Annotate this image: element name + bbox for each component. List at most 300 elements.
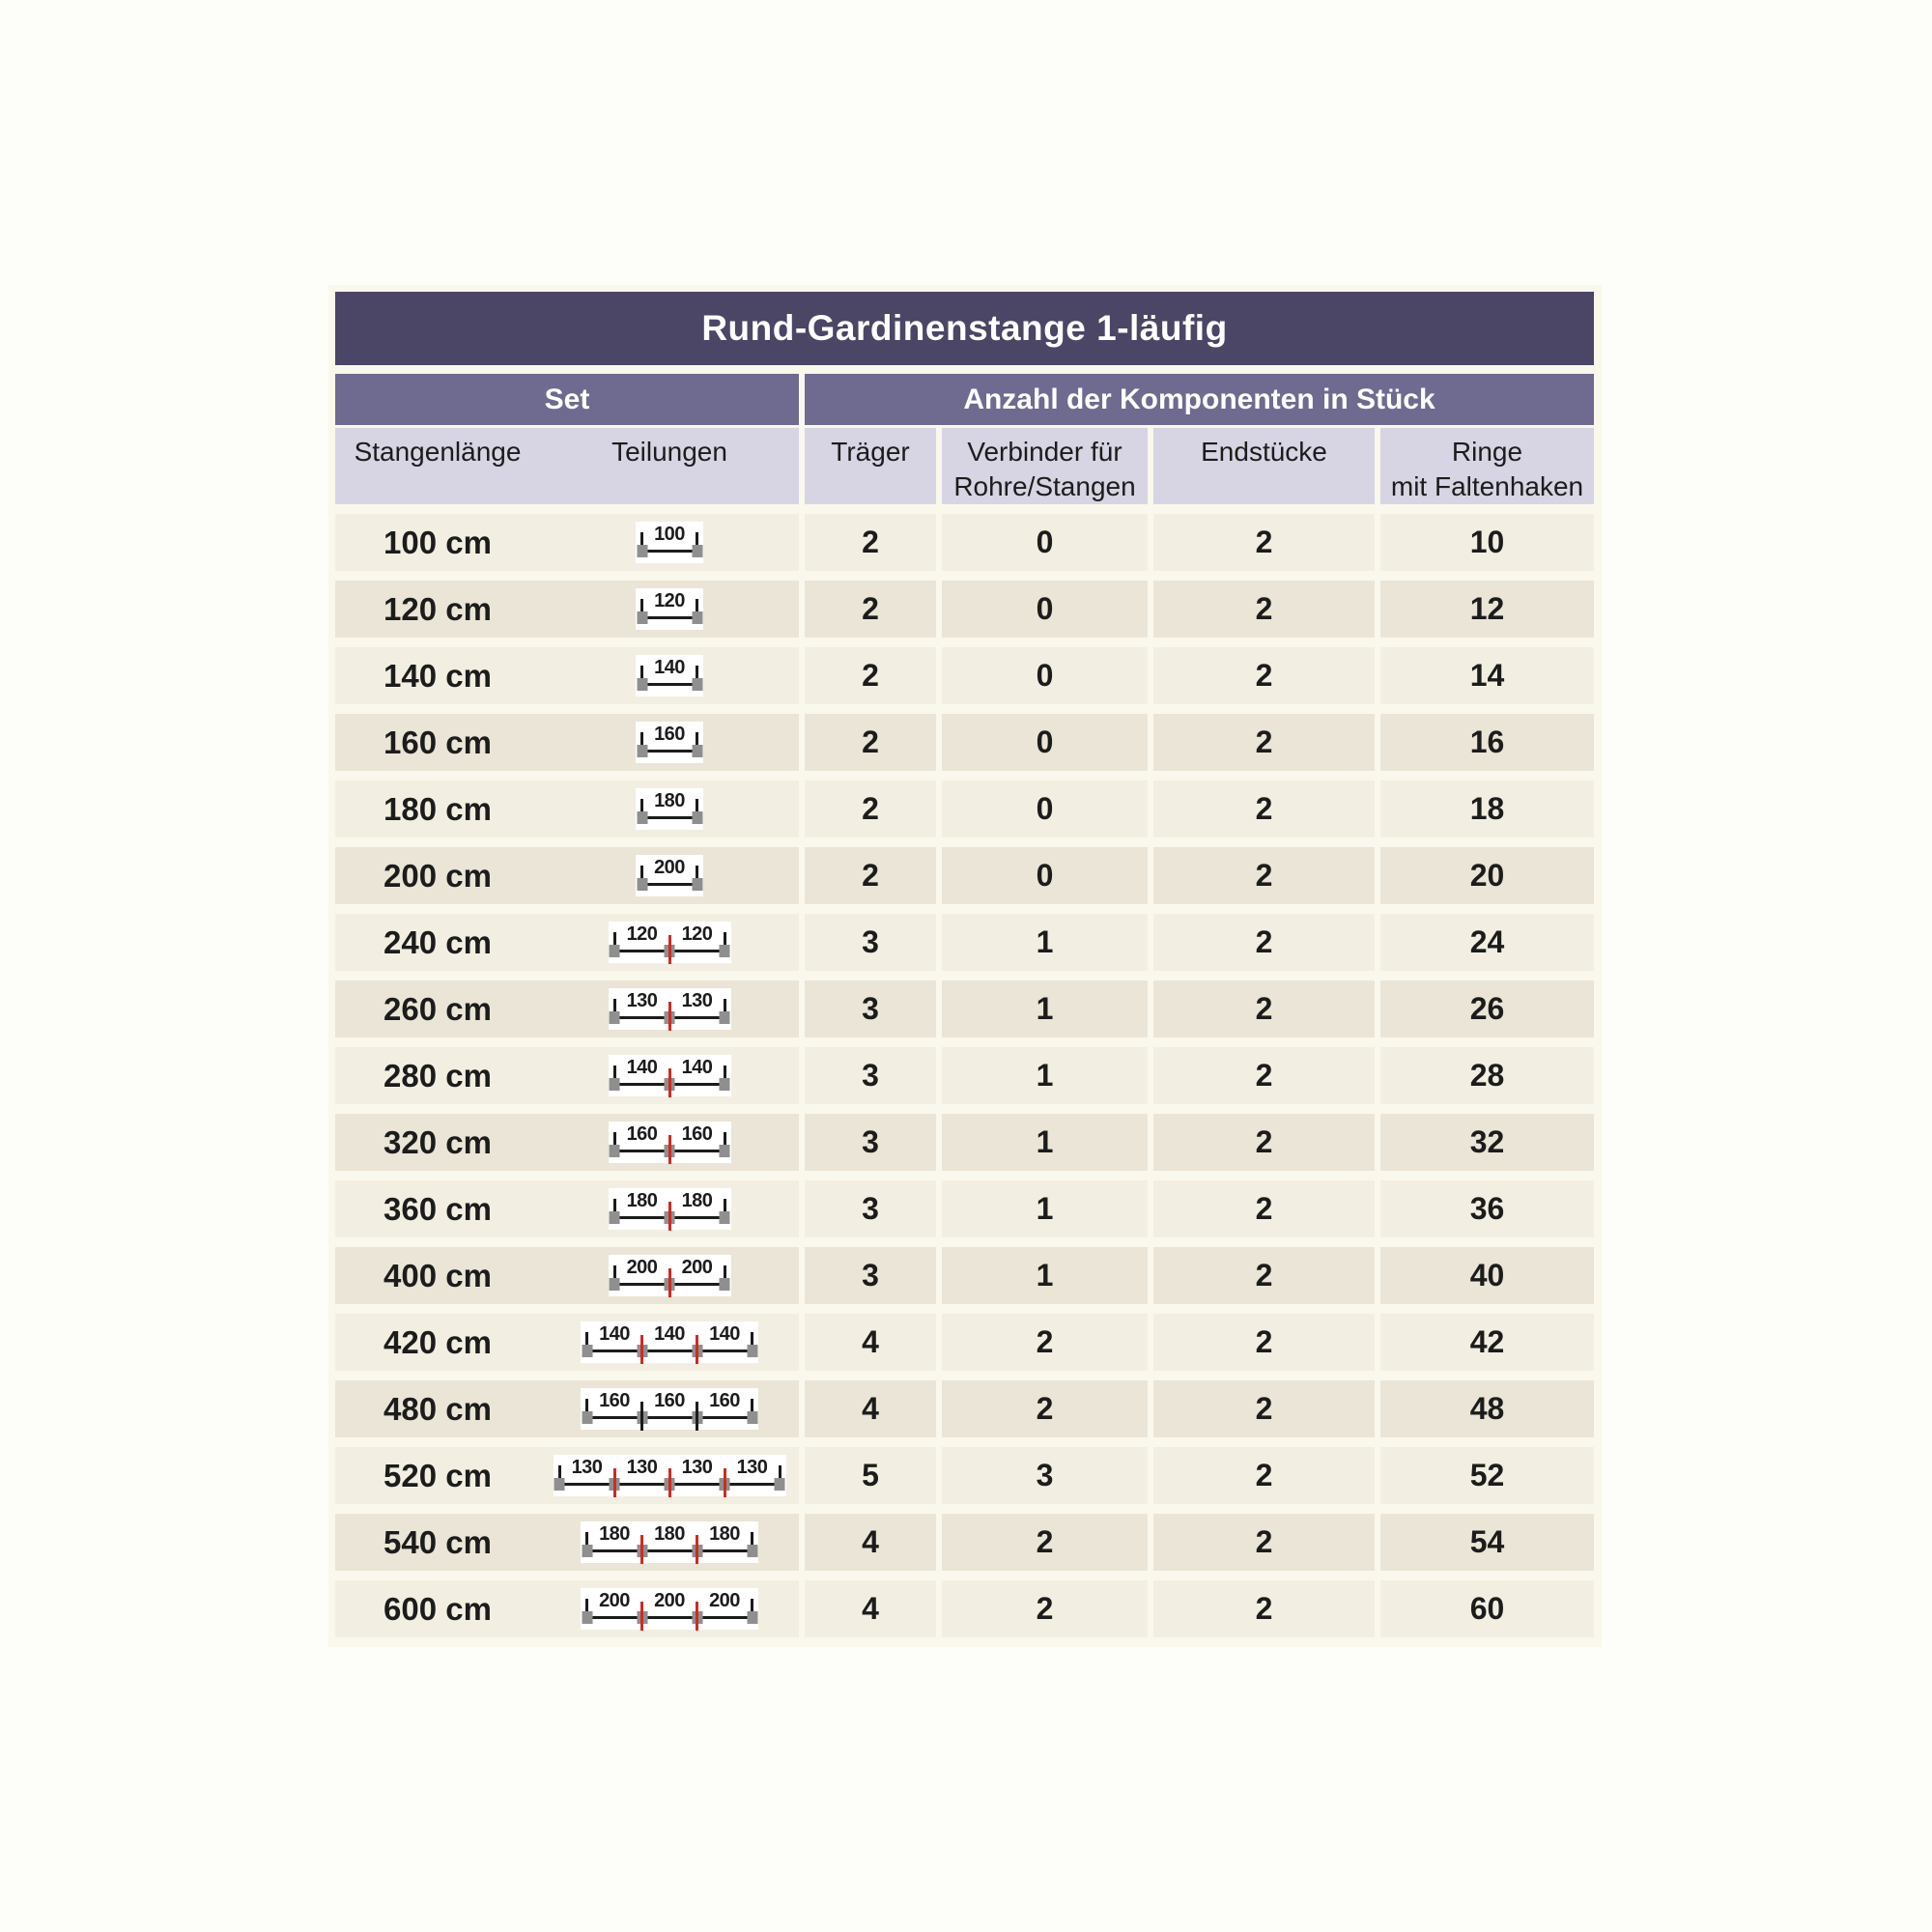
- segment-length-label: 180: [681, 1190, 713, 1211]
- teilungen-area: [540, 588, 799, 630]
- end-tick-icon: [696, 532, 698, 546]
- teilungen-area: [540, 1188, 799, 1230]
- teilungen-area: [540, 522, 799, 563]
- rod-length: 120 cm: [384, 590, 492, 627]
- traeger-value: 3: [805, 1047, 936, 1104]
- joint-tick-icon: [668, 1268, 671, 1297]
- segment-length-label: 160: [626, 1123, 658, 1145]
- end-tick-icon: [613, 999, 616, 1012]
- verbinder-value: 1: [942, 980, 1148, 1037]
- segment-length-label: 160: [654, 724, 685, 745]
- teilungen-area: [540, 1122, 799, 1163]
- bracket-knob-icon: [610, 1078, 620, 1091]
- joint-tick-icon: [668, 1202, 671, 1231]
- ringe-value: 18: [1380, 781, 1594, 838]
- segment-length-label: 180: [709, 1523, 740, 1545]
- traeger-value: 5: [805, 1447, 936, 1504]
- traeger-value: 2: [805, 647, 936, 704]
- endstuecke-value: 2: [1153, 1447, 1375, 1504]
- end-tick-icon: [585, 1599, 588, 1612]
- set-cell: [335, 514, 799, 571]
- rod-line: [639, 811, 700, 824]
- joint-tick-icon: [696, 1602, 698, 1631]
- teilungen-area: [540, 855, 799, 896]
- end-tick-icon: [696, 666, 698, 679]
- segment-length-label: 200: [626, 1257, 658, 1278]
- joint-tick-icon: [613, 1468, 616, 1497]
- bracket-knob-icon: [637, 745, 647, 757]
- verbinder-value: 0: [942, 781, 1148, 838]
- ringe-value: 42: [1380, 1314, 1594, 1371]
- end-tick-icon: [724, 932, 726, 946]
- bracket-knob-icon: [637, 811, 647, 824]
- segment-length-label: 130: [681, 990, 713, 1011]
- end-tick-icon: [724, 1199, 726, 1212]
- division-diagram: [581, 1388, 758, 1430]
- rod-line: [639, 611, 700, 624]
- bracket-knob-icon: [747, 1345, 757, 1357]
- verbinder-value: 1: [942, 914, 1148, 971]
- end-tick-icon: [585, 1332, 588, 1346]
- bracket-knob-icon: [582, 1345, 592, 1357]
- rod-bar-icon: [639, 616, 699, 619]
- joint-tick-icon: [668, 1002, 671, 1031]
- division-diagram: [609, 922, 731, 963]
- bracket-knob-icon: [610, 945, 620, 957]
- diagram-labels: [639, 590, 700, 611]
- bracket-knob-icon: [720, 1278, 730, 1291]
- bracket-knob-icon: [747, 1611, 757, 1624]
- traeger-value: 2: [805, 514, 936, 571]
- end-tick-icon: [640, 866, 643, 879]
- segment-length-label: 180: [654, 790, 685, 811]
- teilungen-area: [540, 1455, 799, 1496]
- endstuecke-value: 2: [1153, 1580, 1375, 1637]
- end-tick-icon: [751, 1332, 753, 1346]
- rod-length: 400 cm: [384, 1257, 492, 1293]
- ringe-value: 12: [1380, 581, 1594, 638]
- column-header-verbinder: [942, 428, 1148, 504]
- verbinder-value: 2: [942, 1580, 1148, 1637]
- diagram-labels: [583, 1590, 755, 1611]
- division-diagram: [581, 1588, 758, 1630]
- bracket-knob-icon: [692, 745, 702, 757]
- endstuecke-value: 2: [1153, 781, 1375, 838]
- bracket-knob-icon: [582, 1611, 592, 1624]
- segment-length-label: 140: [654, 657, 685, 678]
- end-tick-icon: [724, 999, 726, 1012]
- diagram-labels: [611, 1190, 728, 1211]
- column-header-ringe-line2: mit Faltenhaken: [1390, 471, 1584, 501]
- teilungen-area: [540, 788, 799, 830]
- bracket-knob-icon: [720, 1145, 730, 1157]
- set-cell: [335, 1114, 799, 1171]
- table-row: [335, 514, 1594, 571]
- set-cell: [335, 781, 799, 838]
- end-tick-icon: [613, 932, 616, 946]
- verbinder-value: 2: [942, 1380, 1148, 1437]
- section-header-row: [335, 374, 1594, 425]
- rod-bar-icon: [584, 1549, 754, 1552]
- table-row: [335, 581, 1594, 638]
- division-diagram: [609, 1255, 731, 1296]
- diagram-labels: [639, 524, 700, 545]
- segment-length-label: 130: [736, 1457, 768, 1478]
- segment-length-label: 160: [681, 1123, 713, 1145]
- endstuecke-value: 2: [1153, 1114, 1375, 1171]
- division-diagram: [636, 655, 703, 696]
- verbinder-value: 1: [942, 1114, 1148, 1171]
- teilungen-area: [540, 655, 799, 696]
- rod-bar-icon: [639, 750, 699, 753]
- traeger-value: 3: [805, 980, 936, 1037]
- rod-length: 540 cm: [384, 1523, 492, 1560]
- traeger-value: 3: [805, 1247, 936, 1304]
- bracket-knob-icon: [692, 678, 702, 691]
- set-cell: [335, 1247, 799, 1304]
- rod-length: 140 cm: [384, 657, 492, 694]
- joint-tick-icon: [668, 1068, 671, 1097]
- verbinder-value: 2: [942, 1514, 1148, 1571]
- joint-tick-icon: [668, 935, 671, 964]
- section-header-set: Set: [335, 374, 799, 425]
- rod-length: 520 cm: [384, 1457, 492, 1493]
- column-header-verbinder-line1: Verbinder für: [967, 437, 1122, 467]
- endstuecke-value: 2: [1153, 647, 1375, 704]
- set-cell: [335, 980, 799, 1037]
- division-diagram: [636, 522, 703, 563]
- bracket-knob-icon: [692, 811, 702, 824]
- table-row: [335, 1580, 1594, 1637]
- bracket-knob-icon: [554, 1478, 565, 1491]
- table-row: [335, 1380, 1594, 1437]
- rod-bar-icon: [584, 1616, 754, 1619]
- division-diagram: [609, 1122, 731, 1163]
- segment-length-label: 130: [681, 1457, 713, 1478]
- diagram-labels: [639, 857, 700, 878]
- end-tick-icon: [696, 599, 698, 612]
- bracket-knob-icon: [747, 1411, 757, 1424]
- segment-length-label: 140: [599, 1323, 630, 1345]
- set-cell: [335, 581, 799, 638]
- ringe-value: 14: [1380, 647, 1594, 704]
- verbinder-value: 0: [942, 714, 1148, 771]
- diagram-labels: [611, 1257, 728, 1278]
- diagram-labels: [583, 1323, 755, 1345]
- ringe-value: 16: [1380, 714, 1594, 771]
- segment-length-label: 120: [681, 923, 713, 945]
- ringe-value: 60: [1380, 1580, 1594, 1637]
- rod-bar-icon: [639, 550, 699, 553]
- diagram-labels: [611, 990, 728, 1011]
- bracket-knob-icon: [582, 1545, 592, 1557]
- rod-line: [583, 1411, 755, 1424]
- set-cell: [335, 1580, 799, 1637]
- segment-length-label: 180: [599, 1523, 630, 1545]
- segment-length-label: 200: [681, 1257, 713, 1278]
- diagram-labels: [556, 1457, 783, 1478]
- table-row: [335, 847, 1594, 904]
- bracket-knob-icon: [610, 1278, 620, 1291]
- bracket-knob-icon: [692, 545, 702, 557]
- joint-tick-icon: [640, 1535, 643, 1564]
- bracket-knob-icon: [747, 1545, 757, 1557]
- end-tick-icon: [640, 532, 643, 546]
- joint-tick-icon: [640, 1602, 643, 1631]
- column-header-endstuecke: Endstücke: [1153, 428, 1375, 504]
- end-tick-icon: [696, 732, 698, 746]
- table-row: [335, 1047, 1594, 1104]
- segment-length-label: 180: [654, 1523, 685, 1545]
- rod-bar-icon: [639, 683, 699, 686]
- column-header-traeger: Träger: [805, 428, 936, 504]
- set-cell: [335, 1047, 799, 1104]
- bracket-knob-icon: [692, 611, 702, 624]
- end-tick-icon: [613, 1065, 616, 1079]
- rod-length: 160 cm: [384, 724, 492, 760]
- endstuecke-value: 2: [1153, 1047, 1375, 1104]
- bracket-knob-icon: [637, 878, 647, 891]
- diagram-labels: [583, 1523, 755, 1545]
- end-tick-icon: [613, 1132, 616, 1146]
- column-header-stangenlaenge: Stangenlänge: [354, 437, 522, 467]
- segment-length-label: 200: [599, 1590, 630, 1611]
- rod-line: [639, 545, 700, 557]
- table-row: [335, 1114, 1594, 1171]
- rod-length: 280 cm: [384, 1057, 492, 1094]
- end-tick-icon: [724, 1065, 726, 1079]
- set-cell: [335, 1514, 799, 1571]
- ringe-value: 48: [1380, 1380, 1594, 1437]
- rod-length: 420 cm: [384, 1323, 492, 1360]
- diagram-labels: [611, 923, 728, 945]
- bracket-knob-icon: [775, 1478, 785, 1491]
- ringe-value: 32: [1380, 1114, 1594, 1171]
- verbinder-value: 3: [942, 1447, 1148, 1504]
- bracket-knob-icon: [610, 1145, 620, 1157]
- joint-tick-icon: [668, 1135, 671, 1164]
- table-row: [335, 781, 1594, 838]
- end-tick-icon: [779, 1465, 781, 1479]
- ringe-value: 28: [1380, 1047, 1594, 1104]
- end-tick-icon: [613, 1265, 616, 1279]
- column-header-set-group: [335, 428, 799, 504]
- diagram-labels: [583, 1390, 755, 1411]
- division-diagram: [636, 588, 703, 630]
- endstuecke-value: 2: [1153, 514, 1375, 571]
- rod-line: [639, 678, 700, 691]
- bracket-knob-icon: [637, 611, 647, 624]
- joint-tick-icon: [724, 1468, 726, 1497]
- rod-line: [639, 745, 700, 757]
- traeger-value: 3: [805, 914, 936, 971]
- ringe-value: 24: [1380, 914, 1594, 971]
- column-header-verbinder-line2: Rohre/Stangen: [953, 471, 1136, 501]
- verbinder-value: 0: [942, 581, 1148, 638]
- rod-length: 360 cm: [384, 1190, 492, 1227]
- division-diagram: [609, 1055, 731, 1096]
- ringe-value: 52: [1380, 1447, 1594, 1504]
- rod-length: 100 cm: [384, 524, 492, 560]
- segment-length-label: 130: [626, 1457, 658, 1478]
- joint-tick-icon: [696, 1402, 698, 1431]
- set-cell: [335, 847, 799, 904]
- segment-length-label: 130: [626, 990, 658, 1011]
- set-cell: [335, 647, 799, 704]
- section-header-components: Anzahl der Komponenten in Stück: [805, 374, 1594, 425]
- segment-length-label: 140: [654, 1323, 685, 1345]
- traeger-value: 3: [805, 1114, 936, 1171]
- bracket-knob-icon: [582, 1411, 592, 1424]
- joint-tick-icon: [668, 1468, 671, 1497]
- bracket-knob-icon: [720, 945, 730, 957]
- endstuecke-value: 2: [1153, 581, 1375, 638]
- rod-line: [583, 1611, 755, 1624]
- verbinder-value: 1: [942, 1247, 1148, 1304]
- diagram-labels: [611, 1057, 728, 1078]
- end-tick-icon: [613, 1199, 616, 1212]
- teilungen-area: [540, 1388, 799, 1430]
- bracket-knob-icon: [610, 1011, 620, 1024]
- verbinder-value: 1: [942, 1180, 1148, 1237]
- segment-length-label: 100: [654, 524, 685, 545]
- rod-bar-icon: [639, 816, 699, 819]
- rod-bar-icon: [584, 1416, 754, 1419]
- teilungen-area: [540, 1588, 799, 1630]
- traeger-value: 4: [805, 1580, 936, 1637]
- verbinder-value: 0: [942, 847, 1148, 904]
- endstuecke-value: 2: [1153, 1180, 1375, 1237]
- table-row: [335, 1514, 1594, 1571]
- segment-length-label: 160: [599, 1390, 630, 1411]
- segment-length-label: 200: [709, 1590, 740, 1611]
- joint-tick-icon: [640, 1402, 643, 1431]
- verbinder-value: 0: [942, 647, 1148, 704]
- rod-length: 260 cm: [384, 990, 492, 1027]
- segment-length-label: 140: [709, 1323, 740, 1345]
- set-cell: [335, 1380, 799, 1437]
- ringe-value: 40: [1380, 1247, 1594, 1304]
- endstuecke-value: 2: [1153, 714, 1375, 771]
- traeger-value: 2: [805, 714, 936, 771]
- rod-bar-icon: [639, 883, 699, 886]
- table-row: [335, 714, 1594, 771]
- traeger-value: 4: [805, 1514, 936, 1571]
- title-bar: [335, 292, 1594, 365]
- table-row: [335, 1180, 1594, 1237]
- ringe-value: 36: [1380, 1180, 1594, 1237]
- rod-line: [583, 1345, 755, 1357]
- end-tick-icon: [585, 1399, 588, 1412]
- end-tick-icon: [751, 1399, 753, 1412]
- table-row: [335, 914, 1594, 971]
- column-header-ringe: [1380, 428, 1594, 504]
- division-diagram: [636, 788, 703, 830]
- bracket-knob-icon: [610, 1211, 620, 1224]
- rod-length: 180 cm: [384, 790, 492, 827]
- division-diagram: [636, 722, 703, 763]
- traeger-value: 2: [805, 581, 936, 638]
- rod-line: [583, 1545, 755, 1557]
- table-row: [335, 1247, 1594, 1304]
- rod-length: 320 cm: [384, 1123, 492, 1160]
- endstuecke-value: 2: [1153, 1314, 1375, 1371]
- endstuecke-value: 2: [1153, 1247, 1375, 1304]
- rod-length: 600 cm: [384, 1590, 492, 1627]
- end-tick-icon: [724, 1265, 726, 1279]
- segment-length-label: 140: [626, 1057, 658, 1078]
- endstuecke-value: 2: [1153, 1380, 1375, 1437]
- verbinder-value: 1: [942, 1047, 1148, 1104]
- set-cell: [335, 1180, 799, 1237]
- rod-bar-icon: [584, 1350, 754, 1352]
- diagram-labels: [639, 724, 700, 745]
- end-tick-icon: [640, 666, 643, 679]
- diagram-labels: [639, 657, 700, 678]
- ringe-value: 20: [1380, 847, 1594, 904]
- column-header-row: [335, 428, 1594, 504]
- traeger-value: 2: [805, 781, 936, 838]
- end-tick-icon: [640, 799, 643, 812]
- verbinder-value: 0: [942, 514, 1148, 571]
- bracket-knob-icon: [637, 545, 647, 557]
- product-table: [335, 292, 1594, 1647]
- segment-length-label: 200: [654, 1590, 685, 1611]
- table-row: [335, 647, 1594, 704]
- bracket-knob-icon: [692, 878, 702, 891]
- teilungen-area: [540, 1255, 799, 1296]
- table-rows: [335, 514, 1594, 1637]
- division-diagram: [581, 1521, 758, 1563]
- set-cell: [335, 714, 799, 771]
- rod-line: [639, 878, 700, 891]
- endstuecke-value: 2: [1153, 847, 1375, 904]
- segment-length-label: 120: [654, 590, 685, 611]
- endstuecke-value: 2: [1153, 980, 1375, 1037]
- table-row: [335, 980, 1594, 1037]
- division-diagram: [609, 1188, 731, 1230]
- ringe-value: 26: [1380, 980, 1594, 1037]
- endstuecke-value: 2: [1153, 914, 1375, 971]
- table-row: [335, 1447, 1594, 1504]
- segment-length-label: 180: [626, 1190, 658, 1211]
- bracket-knob-icon: [720, 1011, 730, 1024]
- column-header-ringe-line1: Ringe: [1451, 437, 1523, 467]
- division-diagram: [609, 988, 731, 1030]
- diagram-labels: [639, 790, 700, 811]
- diagram-labels: [611, 1123, 728, 1145]
- traeger-value: 4: [805, 1380, 936, 1437]
- set-cell: [335, 1447, 799, 1504]
- teilungen-area: [540, 922, 799, 963]
- teilungen-area: [540, 722, 799, 763]
- end-tick-icon: [724, 1132, 726, 1146]
- segment-length-label: 140: [681, 1057, 713, 1078]
- bracket-knob-icon: [720, 1211, 730, 1224]
- segment-length-label: 160: [654, 1390, 685, 1411]
- division-diagram: [554, 1455, 786, 1496]
- end-tick-icon: [696, 799, 698, 812]
- segment-length-label: 120: [626, 923, 658, 945]
- end-tick-icon: [558, 1465, 561, 1479]
- column-header-teilungen: Teilungen: [611, 437, 727, 467]
- end-tick-icon: [585, 1532, 588, 1546]
- end-tick-icon: [696, 866, 698, 879]
- traeger-value: 2: [805, 847, 936, 904]
- rod-length: 240 cm: [384, 923, 492, 960]
- joint-tick-icon: [640, 1335, 643, 1364]
- segment-length-label: 130: [571, 1457, 603, 1478]
